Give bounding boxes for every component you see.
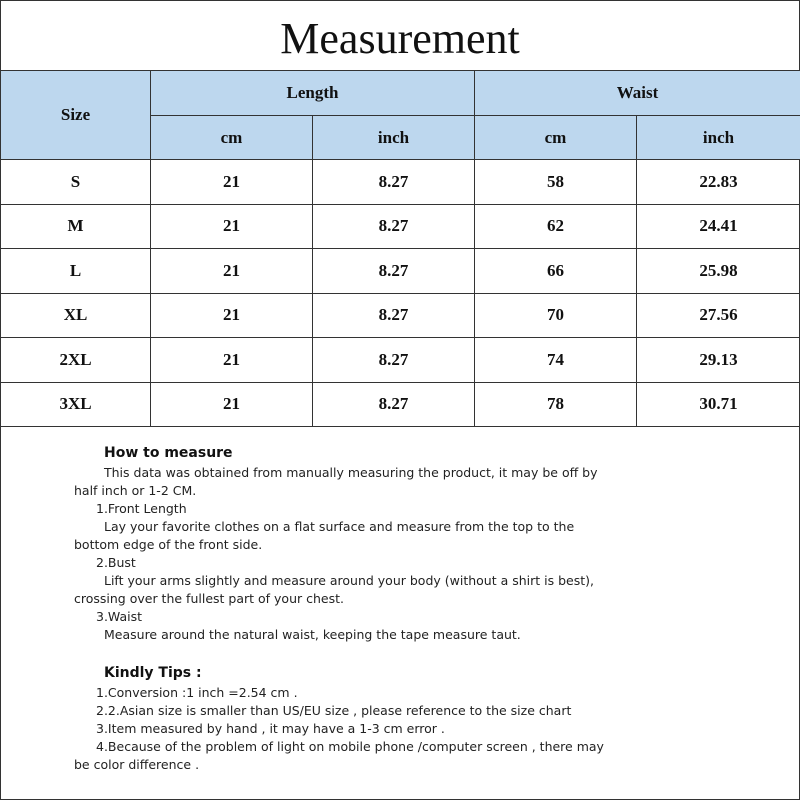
table-row [1,338,800,383]
item3-text-1: Measure around the natural waist, keeping the tape measure taut. [104,627,521,642]
item1-text-2: bottom edge of the front side. [74,537,263,552]
length-inch-cell: 8.27 [313,338,475,383]
measure-notes [0,426,800,800]
length-cm-cell: 21 [151,293,313,338]
tip-3: 3.Item measured by hand , it may have a 1-3 cm error . [96,721,445,736]
size-cell: XL [1,293,151,338]
waist-cm-cell: 74 [475,338,637,383]
size-cell: L [1,249,151,294]
tip-1: 1.Conversion :1 inch =2.54 cm . [96,685,298,700]
length-cm-cell: 21 [151,382,313,427]
tip-4-line-2: be color difference . [74,757,200,772]
waist-inch-cell: 22.83 [637,160,800,205]
tip-2: 2.2.Asian size is smaller than US/EU size , please reference to the size chart [96,703,572,718]
tips-heading: Kindly Tips : [104,665,202,681]
intro-text-1: This data was obtained from manually measuring the product, it may be off by [104,465,598,480]
waist-cm-cell: 78 [475,382,637,427]
waist-cm-cell: 70 [475,293,637,338]
table-row [1,293,800,338]
table-row [1,382,800,427]
waist-cm-header: cm [475,116,637,160]
length-cm-cell: 21 [151,204,313,249]
how-to-heading: How to measure [104,445,233,461]
length-inch-cell: 8.27 [313,382,475,427]
size-cell: S [1,160,151,205]
size-cell: 2XL [1,338,151,383]
table-row [1,204,800,249]
waist-inch-cell: 25.98 [637,249,800,294]
length-inch-header: inch [313,116,475,160]
item1-title: 1.Front Length [96,501,187,516]
table-row [1,160,800,205]
length-inch-cell: 8.27 [313,249,475,294]
waist-inch-cell: 24.41 [637,204,800,249]
waist-cm-cell: 58 [475,160,637,205]
waist-header: Waist [475,71,800,116]
waist-cm-cell: 66 [475,249,637,294]
item2-title: 2.Bust [96,555,136,570]
length-cm-cell: 21 [151,249,313,294]
length-cm-cell: 21 [151,338,313,383]
waist-inch-cell: 27.56 [637,293,800,338]
length-cm-cell: 21 [151,160,313,205]
header-row [1,71,800,116]
length-inch-cell: 8.27 [313,293,475,338]
waist-inch-header: inch [637,116,800,160]
size-cell: 3XL [1,382,151,427]
item3-title: 3.Waist [96,609,143,624]
length-cm-header: cm [151,116,313,160]
intro-text-2: half inch or 1-2 CM. [74,483,197,498]
length-inch-cell: 8.27 [313,204,475,249]
waist-inch-cell: 29.13 [637,338,800,383]
size-header: Size [1,71,151,160]
size-cell: M [1,204,151,249]
tip-4-line-1: 4.Because of the problem of light on mobile phone /computer screen , there may [96,739,604,754]
item2-text-1: Lift your arms slightly and measure around your body (without a shirt is best), [104,573,594,588]
waist-inch-cell: 30.71 [637,382,800,427]
length-header: Length [151,71,475,116]
size-chart-table [0,70,800,427]
item1-text-1: Lay your favorite clothes on a flat surface and measure from the top to the [104,519,575,534]
page-title: Measurement [280,14,520,63]
item2-text-2: crossing over the fullest part of your chest. [74,591,344,606]
waist-cm-cell: 62 [475,204,637,249]
length-inch-cell: 8.27 [313,160,475,205]
table-row [1,249,800,294]
